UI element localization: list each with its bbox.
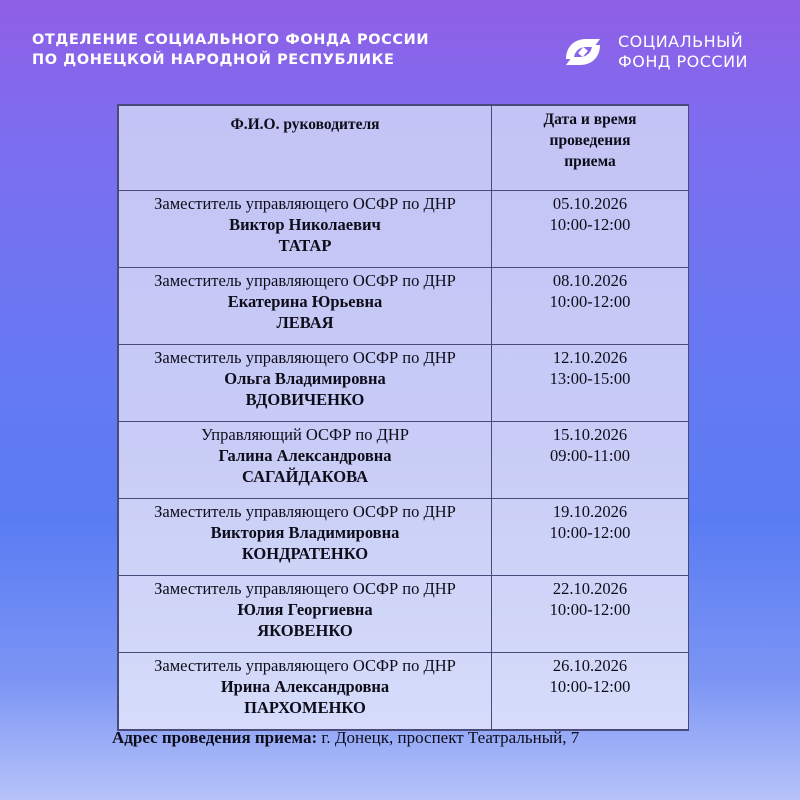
official-position: Заместитель управляющего ОСФР по ДНР [154, 502, 456, 521]
table-header-row [119, 106, 689, 191]
official-cell [119, 345, 492, 422]
reception-time: 10:00-12:00 [549, 215, 631, 234]
official-cell [119, 653, 492, 730]
official-name: Ирина Александровна [220, 677, 390, 696]
reception-date: 05.10.2026 [552, 194, 628, 213]
address-label: Адрес проведения приема: [112, 728, 318, 747]
header-date-line3: приема [564, 153, 616, 170]
official-name: Виктория Владимировна [210, 523, 400, 542]
schedule-table [118, 105, 689, 730]
datetime-cell [492, 191, 689, 268]
reception-date: 15.10.2026 [552, 425, 628, 444]
table-row [119, 268, 689, 345]
reception-time: 09:00-11:00 [549, 446, 631, 465]
official-cell [119, 422, 492, 499]
official-cell [119, 499, 492, 576]
official-surname: КОНДРАТЕНКО [241, 544, 369, 563]
official-surname: ВДОВИЧЕНКО [245, 390, 365, 409]
datetime-cell [492, 422, 689, 499]
official-name: Галина Александровна [218, 446, 392, 465]
sfr-logo-icon [560, 29, 606, 75]
official-surname: ЛЕВАЯ [276, 313, 334, 332]
brand-block [560, 29, 748, 75]
reception-schedule [117, 104, 689, 731]
reception-time: 13:00-15:00 [549, 369, 631, 388]
reception-time: 10:00-12:00 [549, 292, 631, 311]
header-date [492, 106, 689, 191]
reception-time: 10:00-12:00 [549, 523, 631, 542]
table-row [119, 576, 689, 653]
header-date-line1: Дата и время [543, 111, 637, 128]
official-position: Заместитель управляющего ОСФР по ДНР [154, 194, 456, 213]
brand-name [618, 32, 748, 72]
official-surname: ЯКОВЕНКО [257, 621, 353, 640]
header [0, 0, 800, 90]
reception-date: 22.10.2026 [552, 579, 628, 598]
reception-date: 08.10.2026 [552, 271, 628, 290]
brand-name-line1: СОЦИАЛЬНЫЙ [618, 32, 744, 51]
official-name: Юлия Георгиевна [237, 600, 373, 619]
official-surname: ПАРХОМЕНКО [244, 698, 366, 717]
datetime-cell [492, 499, 689, 576]
official-position: Заместитель управляющего ОСФР по ДНР [154, 348, 456, 367]
official-cell [119, 576, 492, 653]
organization-title [32, 30, 429, 70]
official-position: Управляющий ОСФР по ДНР [201, 425, 409, 444]
official-name: Екатерина Юрьевна [227, 292, 383, 311]
reception-time: 10:00-12:00 [549, 600, 631, 619]
official-position: Заместитель управляющего ОСФР по ДНР [154, 271, 456, 290]
datetime-cell [492, 653, 689, 730]
header-date-line2: проведения [549, 132, 631, 149]
official-name: Ольга Владимировна [224, 369, 386, 388]
reception-date: 12.10.2026 [552, 348, 628, 367]
datetime-cell [492, 345, 689, 422]
header-name: Ф.И.О. руководителя [119, 106, 492, 191]
table-row [119, 422, 689, 499]
organization-title-line1: ОТДЕЛЕНИЕ СОЦИАЛЬНОГО ФОНДА РОССИИ [32, 32, 430, 48]
datetime-cell [492, 576, 689, 653]
organization-title-line2: ПО ДОНЕЦКОЙ НАРОДНОЙ РЕСПУБЛИКЕ [32, 52, 395, 68]
official-position: Заместитель управляющего ОСФР по ДНР [154, 579, 456, 598]
brand-name-line2: ФОНД РОССИИ [618, 52, 749, 71]
address-value: г. Донецк, проспект Театральный, 7 [317, 728, 580, 747]
official-cell [119, 191, 492, 268]
table-row [119, 345, 689, 422]
official-cell [119, 268, 492, 345]
reception-date: 19.10.2026 [552, 502, 628, 521]
datetime-cell [492, 268, 689, 345]
table-row [119, 653, 689, 730]
official-surname: ТАТАР [278, 236, 332, 255]
reception-time: 10:00-12:00 [549, 677, 631, 696]
table-row [119, 191, 689, 268]
official-position: Заместитель управляющего ОСФР по ДНР [154, 656, 456, 675]
official-name: Виктор Николаевич [229, 215, 381, 234]
official-surname: САГАЙДАКОВА [242, 467, 368, 486]
table-row [119, 499, 689, 576]
reception-address [112, 728, 579, 748]
reception-date: 26.10.2026 [552, 656, 628, 675]
